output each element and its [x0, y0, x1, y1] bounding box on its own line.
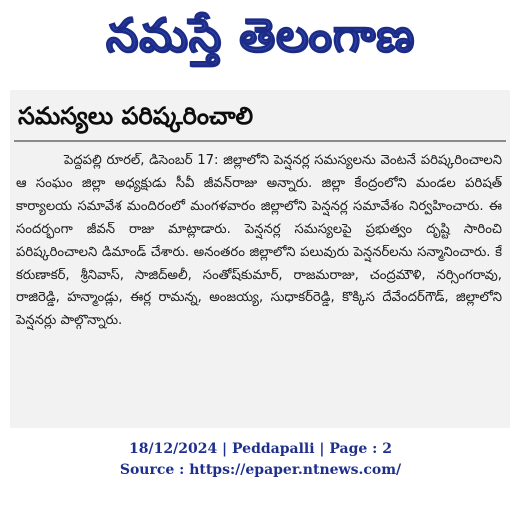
article-body: పెద్దపల్లి రూరల్, డిసెంబర్ 17: జిల్లాలోని పెన్షనర్ల సమస్యలను వెంటనే పరిష్కరించాలని ఆ సంఘం జిల్లా అధ్యక్షుడు సీవీ జీవన్‌రాజు అన్నారు. జిల్లా కేంద్రంలోని మండల పరిషత్ కార్యాలయ సమావేశ మందిరంలో మంగళవారం జిల్లాలోని పెన్షనర్ల సమావేశం నిర్వహించారు. ఈ సందర్భంగా జీవన్ రాజు మాట్లాడారు. పెన్షనర్ల సమస్యలపై ప్రభుత్వం దృష్టి సారించి పరిష్కరించాలని డిమాండ్ చేశారు. అనంతరం జిల్లాలోని పలువురు పెన్షనర్‌లను సన్మానించారు. కే కరుణాకర్, శ్రీనివాస్, సాజిద్‌అలీ, సంతోష్‌కుమార్, రాజమరాజు, చంద్రమౌళి, నర్సింగరావు, రాజిరెడ్డి, హన్మాండ్లు, ఈర్ల రామన్న, అంజయ్య, సుధాకర్‌రెడ్డి, కొక్కిస దేవేందర్‌గౌడ్, జిల్లాలోని పెన్షనర్లు పాల్గొన్నారు. [16, 153, 502, 329]
newspaper-masthead [0, 0, 521, 82]
source-line: Source : https://epaper.ntnews.com/ [119, 462, 402, 478]
article-headline: సమస్యలు పరిష్కరించాలి [18, 102, 254, 130]
publication-date-line: 18/12/2024 | Peddapalli | Page : 2 [129, 441, 392, 457]
masthead-logo: నమస్తే తెలంగాణ [105, 8, 416, 62]
headline-divider [14, 140, 506, 142]
